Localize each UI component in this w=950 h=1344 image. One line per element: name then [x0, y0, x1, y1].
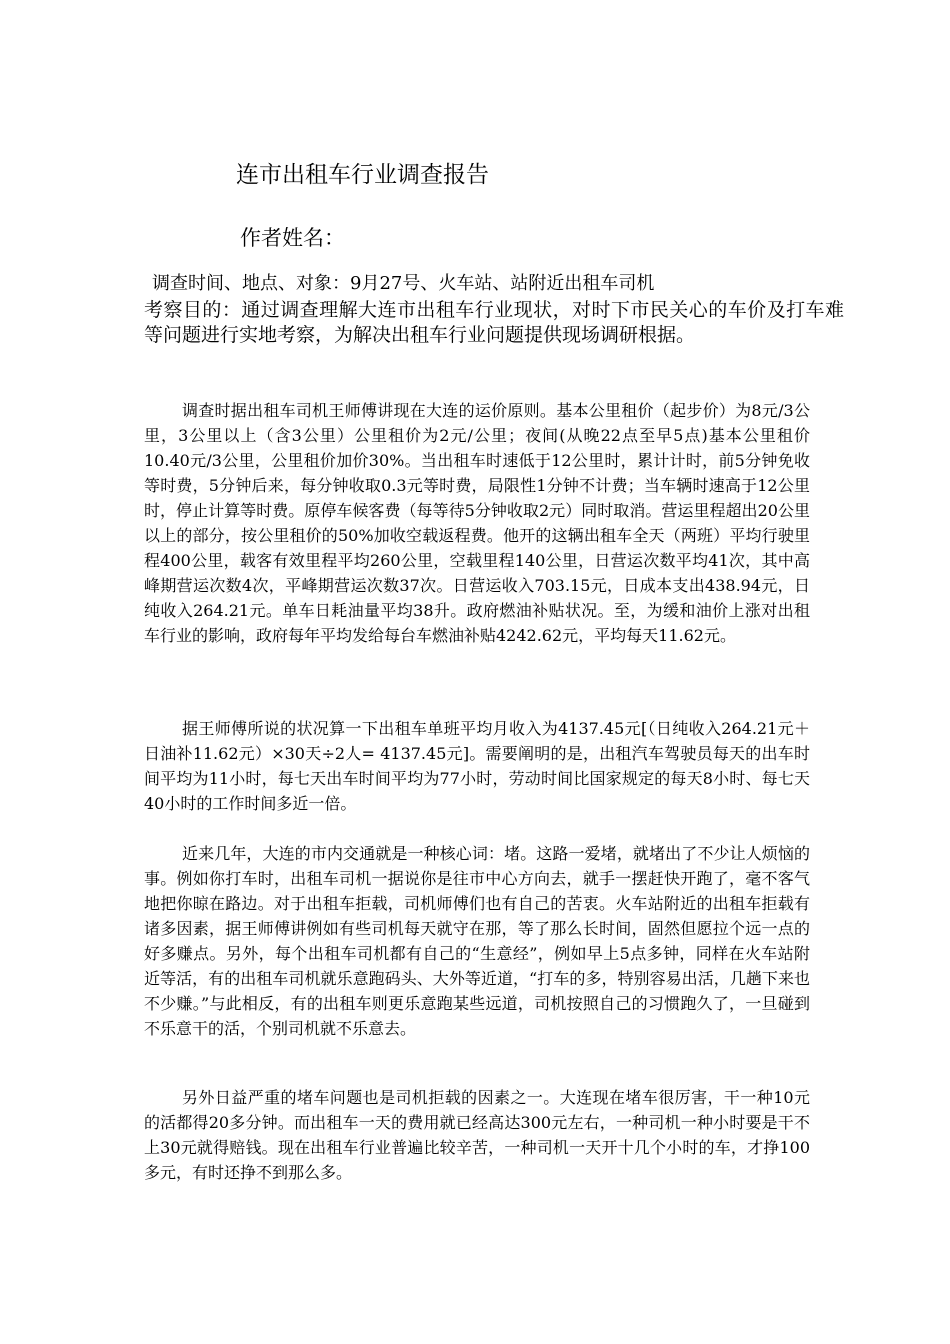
author-label: 作者姓名： [240, 226, 345, 250]
document-title: 连市出租车行业调查报告 [236, 162, 489, 188]
paragraph-congestion-cost: 另外日益严重的堵车问题也是司机拒载的因素之一。大连现在堵车很厉害，干一种10元的活都得20多分钟。而出租车一天的费用就已经高达300元左右，一种司机一种小时要是干不上30元就得赔钱。现在出租车行业普遍比较辛苦，一种司机一天开十几个小时的车，才挣100多元，有时还挣不到那么多。 [144, 1088, 810, 1182]
paragraph-fare-rules: 调查时据出租车司机王师傅讲现在大连的运价原则。基本公里租价（起步价）为8元/3公里，3公里以上（含3公里）公里租价为2元/公里；夜间(从晚22点至早5点)基本公里租价10.40元/3公里，公里租价加价30%。当出租车时速低于12公里时，累计计时，前5分钟免收等时费，5分钟后来，每分钟收取0.3元等时费，局限性1分钟不计费；当车辆时速高于12公里时，停止计算等时费。原停车候客费（每等待5分钟收取2元）同时取消。营运里程超出20公里以上的部分，按公里租价的50%加收空载返程费。他开的这辆出租车全天（两班）平均行驶里程400公里，载客有效里程平均260公里，空载里程140公里，日营运次数平均41次，其中高峰期营运次数4次，平峰期营运次数37次。日营运收入703.15元，日成本支出438.94元，日纯收入264.21元。单车日耗油量平均38升。政府燃油补贴状况。至，为缓和油价上涨对出租车行业的影响，政府每年平均发给每台车燃油补贴4242.62元，平均每天11.62元。 [144, 401, 810, 645]
survey-info: 调查时间、地点、对象：9月27号、火车站、站附近出租车司机 [152, 273, 655, 294]
paragraph-traffic-refusal: 近来几年，大连的市内交通就是一种核心词：堵。这路一爱堵，就堵出了不少让人烦恼的事。例如你打车时，出租车司机一据说你是往市中心方向去，就手一摆赶快开跑了，毫不客气地把你晾在路边。对于出租车拒载，司机师傅们也有自己的苦衷。火车站附近的出租车拒载有诸多因素，据王师傅讲例如有些司机每天就守在那，等了那么长时间，固然但愿拉个远一点的好多赚点。另外，每个出租车司机都有自己的“生意经”，例如早上5点多钟，同样在火车站附近等活，有的出租车司机就乐意跑码头、大外等近道，“打车的多，特别容易出活，几趟下来也不少赚。”与此相反，有的出租车则更乐意跑某些远道，司机按照自己的习惯跑久了，一旦碰到不乐意干的活，个别司机就不乐意去。 [144, 844, 810, 1038]
paragraph-monthly-income: 据王师傅所说的状况算一下出租车单班平均月收入为4137.45元[（日纯收入264.21元＋日油补11.62元）×30天÷2人= 4137.45元]。需要阐明的是，出租汽车驾驶员每天的出车时间平均为11小时，每七天出车时间平均为77小时，劳动时间比国家规定的每天8小时、每七天40小时的工作时间多近一倍。 [144, 719, 810, 813]
survey-purpose: 考察目的：通过调查理解大连市出租车行业现状，对时下市民关心的车价及打车难等问题进行实地考察，为解决出租车行业问题提供现场调研根据。 [144, 299, 844, 346]
